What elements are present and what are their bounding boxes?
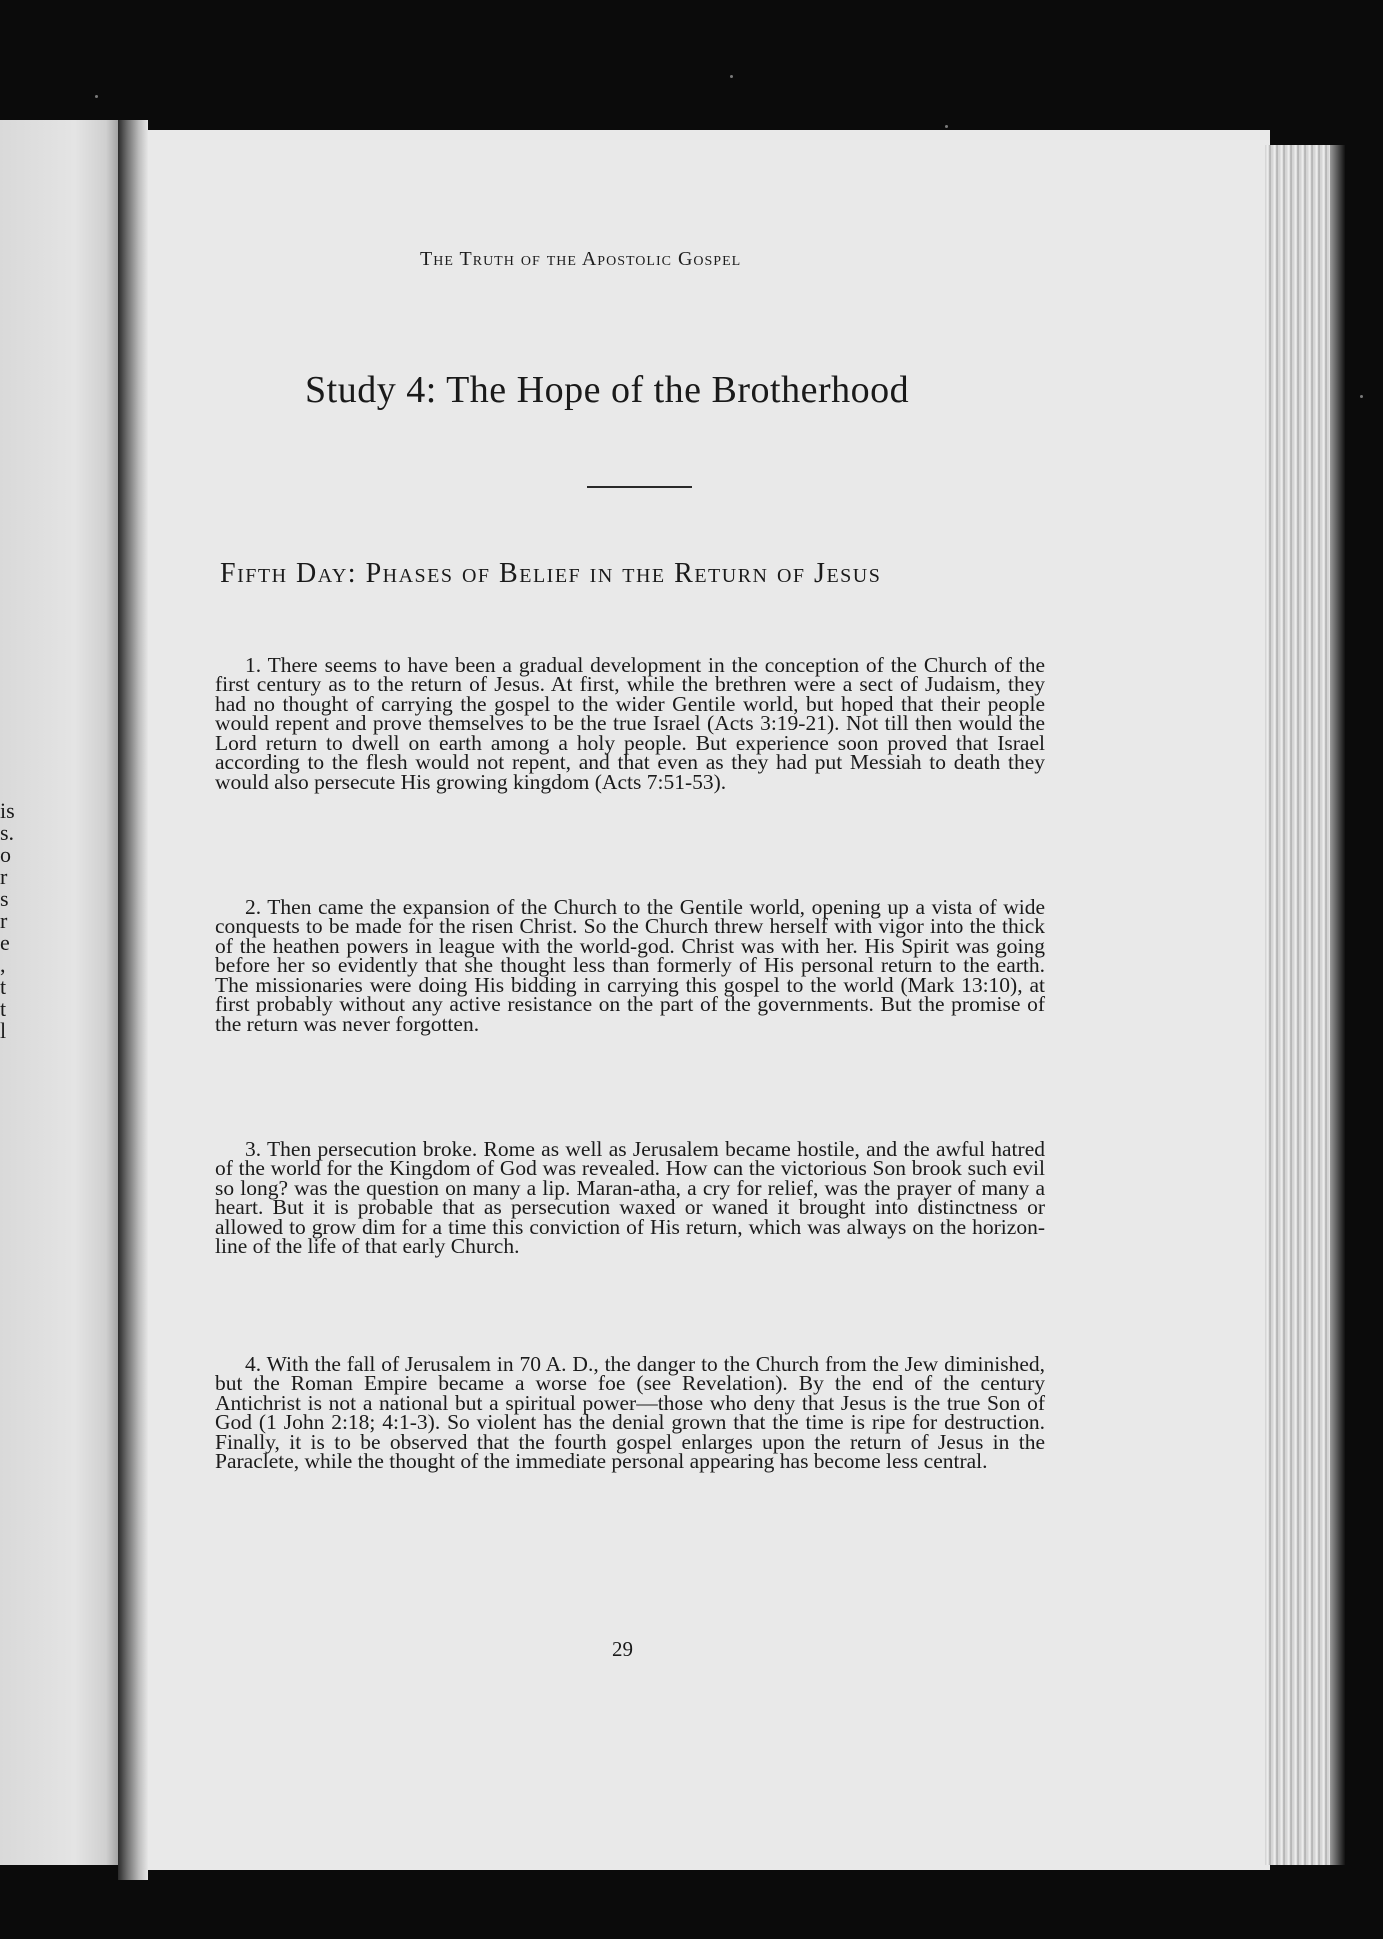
running-head: The Truth of the Apostolic Gospel (420, 248, 742, 270)
left-fragment: s (0, 886, 9, 911)
paragraph-4: 4. With the fall of Jerusalem in 70 A. D., the danger to the Church from the Jew diminished, but the Roman Empire became a worse foe (see Revelation). By the end of the century Antichrist is not a national but a spiritual power—those who deny that Jesus is the true Son of God (1 John 2:18; 4:1-3). So violent has the denial grown that the time is ripe for destruction. Finally, it is to be observed that the fourth gospel enlarges upon the return of Jesus in the Paraclete, while the thought of the immediate personal appearing has become less central. (215, 1351, 1045, 1473)
study-title: Study 4: The Hope of the Brotherhood (305, 369, 910, 411)
paragraph-1: 1. There seems to have been a gradual development in the conception of the Church of the first century as to the return of Jesus. At first, while the brethren were a sect of Judaism, they had no thought of carrying the gospel to the wider Gentile world, but hoped that their people would repent and prove themselves to be the true Israel (Acts 3:19-21). Not till then would the Lord return to dwell on earth among a holy people. But experience soon proved that Israel according to the flesh would not repent, and that even as they had put Messiah to death they would also persecute His growing kingdom (Acts 7:51-53). (215, 652, 1045, 794)
left-page-text-fragments (0, 800, 20, 1042)
left-fragment: s. (0, 820, 15, 845)
left-fragment: , (0, 952, 6, 977)
left-page-edge (0, 120, 125, 1865)
left-fragment: e (0, 930, 10, 955)
paragraph-3: 3. Then persecution broke. Rome as well as Jerusalem became hostile, and the awful hatred of the world for the Kingdom of God was revealed. How can the victorious Son brook such evil so long? was the question on many a lip. Maran-atha, a cry for relief, was the prayer of many a heart. But it is probable that as persecution waxed or waned it brought into distinctness or allowed to grow dim for a time this conviction of His return, which was always on the horizon-line of the life of that early Church. (215, 1136, 1045, 1258)
left-fragment: o (0, 842, 11, 867)
section-heading: Fifth Day: Phases of Belief in the Return of Jesus (220, 558, 882, 589)
page-stack-shadow (1330, 145, 1345, 1865)
scan-speck (95, 95, 98, 98)
book-gutter-shadow (118, 120, 148, 1880)
left-fragment: is (0, 798, 15, 823)
title-divider-rule (587, 486, 692, 488)
left-fragment: t (0, 974, 7, 999)
scan-speck (945, 125, 948, 128)
scan-speck (1360, 395, 1363, 398)
left-fragment: l (0, 1018, 7, 1043)
left-fragment: r (0, 864, 8, 889)
page-number: 29 (612, 1637, 633, 1661)
scan-speck (730, 75, 733, 78)
paragraph-2: 2. Then came the expansion of the Church to the Gentile world, opening up a vista of wide conquests to be made for the risen Christ. So the Church threw herself with vigor into the thick of the heathen powers in league with the world-god. Christ was with her. His Spirit was going before her so evidently that she thought less than formerly of His personal return to the earth. The missionaries were doing His bidding in carrying this gospel to the world (Mark 13:10), at first probably without any active resistance on the part of the governments. But the promise of the return was never forgotten. (215, 894, 1045, 1036)
left-fragment: r (0, 908, 8, 933)
page-stack-edges (1265, 145, 1340, 1865)
left-fragment: t (0, 996, 7, 1021)
